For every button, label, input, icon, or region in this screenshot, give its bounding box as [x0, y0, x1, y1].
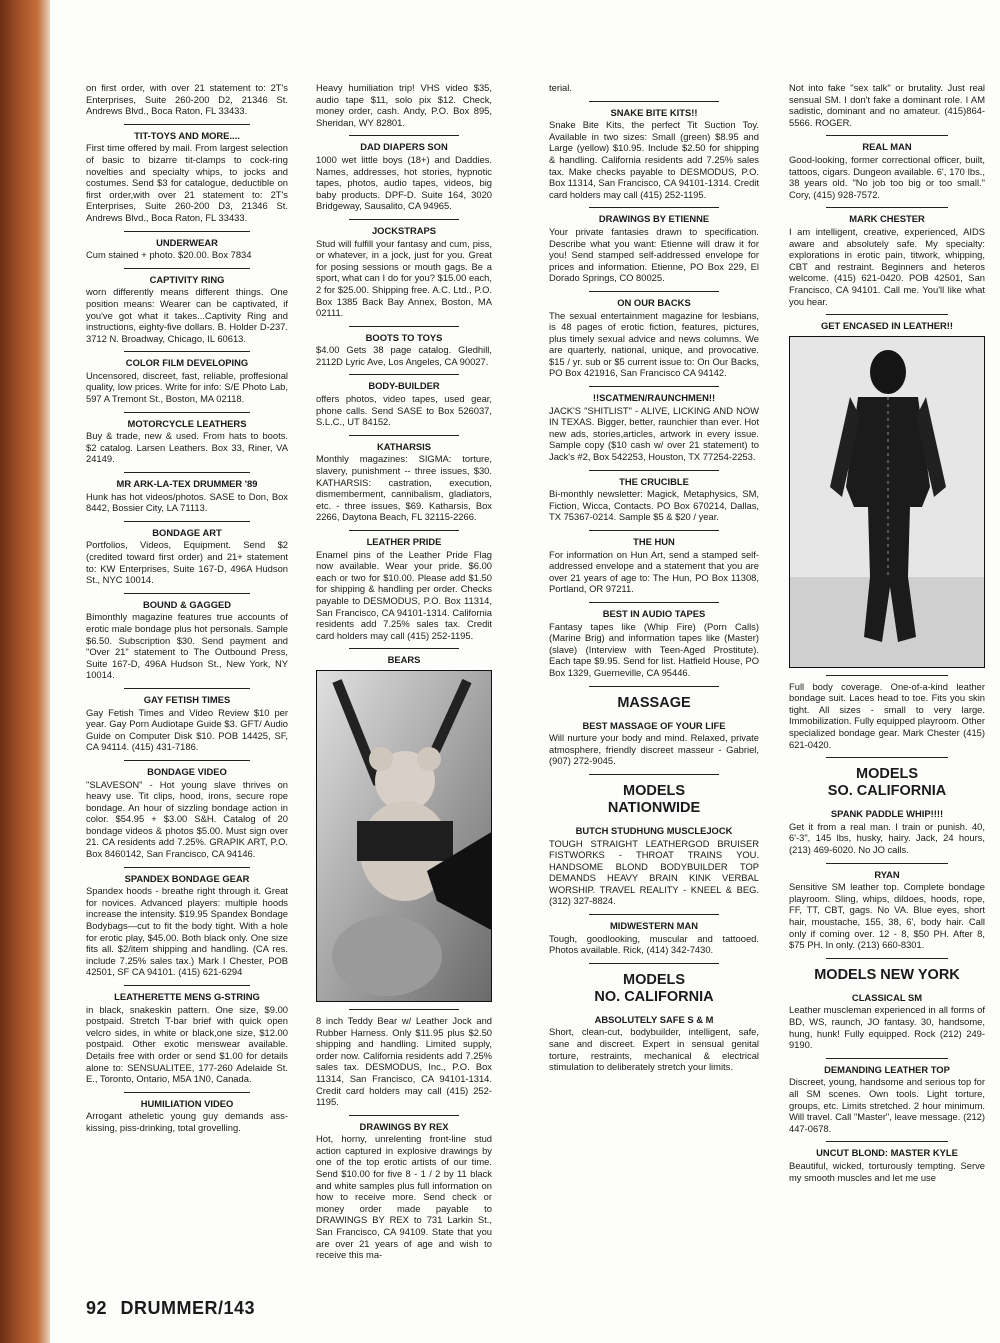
section-heading: MODELS NATIONWIDE: [607, 782, 701, 816]
ad-separator: [589, 101, 719, 102]
ad-body: Hot, horny, unrelenting front-line stud action captured in explosive drawings by one of the top erotic artists of our time. Send $10.00 for five 8 - 1 / 2 by 11 black and white samples plus full information on how to receive more. Send check or money order made payable to DRAWINGS BY REX to 731 Larkin St., San Francisco, CA 94109. State that you are over 21 years of age and wish to receive this ma-: [316, 1133, 492, 1261]
ad-body: Bimonthly magazine features true accounts of erotic male bondage plus hot personals. Sample $6.50. Subscription $30. Send payment and "Over 21" statement to The Outbound Press, Suite 167-D, 496A Hudson St., New York, NY 10014.: [86, 611, 288, 681]
column-4: [789, 82, 985, 1187]
ad-separator: [124, 351, 249, 352]
ad-body: I am intelligent, creative, experienced, AIDS aware and absolutely safe. My specialty: explorations in erotic pain, titwork, whipping, CBT and restraint. Beginners and heteros welcome. (415) 621-0420. POB 42501, San Francisco, CA 94101. Call me. You'll like what you hear.: [789, 225, 985, 307]
ad-title: LEATHER PRIDE: [366, 536, 442, 547]
ad-title: SNAKE BITE KITS!!: [610, 106, 698, 118]
column-2: [316, 82, 492, 1265]
ad-body: terial.: [549, 82, 572, 93]
ad-title: UNDERWEAR: [156, 236, 218, 248]
ad-separator: [124, 521, 249, 522]
classified-ad: [789, 1064, 985, 1135]
classified-ad: [549, 920, 759, 956]
ad-separator: [124, 1092, 249, 1093]
ad-separator: [124, 867, 249, 868]
ad-body: 1000 wet little boys (18+) and Daddies. Names, addresses, hot stories, hypnotic tapes, photos, audio tapes, videos, big baby products. DPF-D. Suite 164, 3020 Bridgeway, Sausalito, CA 94965.: [316, 153, 492, 212]
ad-title: BEARS: [387, 654, 421, 666]
ad-separator: [124, 412, 249, 413]
ad-separator: [349, 648, 458, 649]
ad-body: Your private fantasies drawn to specification. Describe what you want: Etienne will draw it for you! Send stamped self-addressed envelope for prices and information. Etienne, PO Box 229, El Dorado Springs, CO 80025.: [549, 225, 759, 284]
ad-separator: [349, 435, 458, 436]
ad-title: BOUND & GAGGED: [142, 598, 232, 610]
ad-body: Gay Fetish Times and Video Review $10 per year. Gay Porn Audiotape Guide $3. GFT/ Audio Guide on Computer Disk $10. POB 14425, SF, CA 94114. (415) 431-7186.: [86, 706, 288, 753]
ad-body: Arrogant atheletic young guy demands ass-kissing, piss-drinking, total grovelling.: [86, 1110, 288, 1133]
ad-separator: [826, 1141, 948, 1142]
classified-ad: [86, 766, 288, 860]
classified-ad: [316, 1015, 492, 1108]
ad-separator: [124, 985, 249, 986]
ad-title: ON OUR BACKS: [617, 296, 691, 308]
ad-title: BONDAGE ART: [152, 526, 222, 538]
ad-separator: [124, 688, 249, 689]
ad-body: Monthly magazines: SIGMA: torture, slavery, punishment -- three issues, $30. KATHARSIS: castration, execution, dismemberment, cannibalism, gladiators, etc. - three issues, $69. Katharsis, Box 2266, Daytona Beach, FL 32115-2266.: [316, 453, 492, 523]
ad-body: Bi-monthly newsletter: Magick, Metaphysics, SM, Fiction, Wicca, Contacts. PO Box 670214, Dallas, TX 75367-0214. Sample $5 & $20 / year.: [549, 488, 759, 523]
classified-ad: [789, 320, 985, 332]
ad-title: THE HUN: [633, 536, 675, 547]
ad-body: The sexual entertainment magazine for lesbians, is 48 pages of erotic fiction, features, pictures, plus timely sexual advice and news columns. We are quarterly, national, unique, and provocative. $15 / yr. sub or $5 current issue to: On Our Backs, PO Box 421916, San Francisco CA 94142.: [549, 309, 759, 379]
ad-title: CAPTIVITY RING: [149, 273, 225, 285]
page-footer: [86, 1298, 263, 1319]
column-1: [86, 82, 288, 1138]
classified-ad: [549, 297, 759, 379]
classified-ad: [86, 130, 288, 224]
section-heading: MODELS SO. CALIFORNIA: [827, 766, 947, 800]
ad-separator: [349, 135, 458, 136]
ad-body: $4.00 Gets 38 page catalog. Gledhill, 2112D Lyric Ave, Los Angeles, CA 90027.: [316, 344, 492, 367]
ad-separator: [826, 863, 948, 864]
ad-body: 8 inch Teddy Bear w/ Leather Jock and Rubber Harness. Only $11.95 plus $2.50 shipping and handling. Limited supply, order now. California residents add 7.25% sales tax. DESMODUS, Inc., P.O. Box 11314, San Francisco, CA 94101-1314. Credit card holders may call (415) 252-1195.: [316, 1014, 492, 1108]
ad-title: BEST IN AUDIO TAPES: [602, 607, 706, 619]
classified-ad: [86, 599, 288, 681]
ad-body: "SLAVESON" - Hot young slave thrives on heavy use. Tit clips, hood, irons, secure rope bondage. An hour of sizzling bondage action in color. $54.95 + $3.00 S&H. Catalog of 20 bondage videos & photos $5.00. Must sign over 21. CA residents add 7.25%. GRAPIK ART, P.O. Box 8460142, San Francisco, CA 94146.: [86, 778, 288, 860]
section-heading: MODELS NEW YORK: [814, 966, 960, 983]
ad-separator: [349, 530, 458, 531]
ad-separator: [826, 135, 948, 136]
ad-separator: [124, 231, 249, 232]
ad-body: worn differently means different things. One position means: Wearer can be captivated, if you've got what it takes...Captivity Ring and instructions, eighty-five dollars. B. Holder D-237. 3712 N. Broadway, Chicago, IL 60613.: [86, 286, 288, 344]
classified-ad: [316, 654, 492, 666]
ad-separator: [826, 314, 948, 315]
column-3: [549, 82, 759, 1077]
classified-ad: [789, 1147, 985, 1183]
ad-separator: [349, 1115, 458, 1116]
classified-ad: [316, 441, 492, 523]
ad-body: For information on Hun Art, send a stamped self-addressed envelope and a statement that you are over 21 years of age to: The Hun, PO Box 11308, Portland, OR 97211.: [549, 548, 759, 595]
classified-ad: [86, 694, 288, 753]
ad-separator: [124, 472, 249, 473]
classified-ad: [549, 1014, 759, 1073]
ad-title: BUTCH STUDHUNG MUSCLEJOCK: [575, 824, 733, 836]
classified-ad: [789, 141, 985, 200]
ad-body: Discreet, young, handsome and serious top for all SM scenes. Own tools. Light torture, groups, etc. Limits stretched. 2 hour minimum. Will travel. Call "Master", leave message. (212) 447-0678.: [789, 1076, 985, 1134]
classified-ad: [316, 82, 492, 128]
classified-ad: [86, 527, 288, 586]
ad-body: TOUGH STRAIGHT LEATHERGOD BRUISER FISTWORKS - THROAT TRAINS YOU. HANDSOME BLOND BODYBUILDER TOP DEMANDS HEAVY BRAIN KINK VERBAL WORSHIP. TRAVEL REALITY - KNEEL & BEG. (312) 327-8824.: [549, 837, 759, 907]
ad-title: LEATHERETTE MENS G-STRING: [114, 991, 260, 1002]
classified-ad: [86, 237, 288, 261]
ad-body: Heavy humiliation trip! VHS video $35, audio tape $11, solo pix $12. Check, money order, cash. Andy, P.O. Box 895, Sheridan, WY 82801.: [316, 82, 492, 128]
ad-title: ABSOLUTELY SAFE S & M: [594, 1013, 714, 1025]
ad-separator: [124, 268, 249, 269]
classified-ad: [86, 991, 288, 1085]
section-separator: [589, 963, 719, 964]
classified-ad: [549, 608, 759, 679]
ad-body: Cum stained + photo. $20.00. Box 7834: [86, 249, 252, 261]
ad-title: DRAWINGS BY REX: [359, 1120, 449, 1132]
classified-ad: [549, 476, 759, 523]
classified-ad: [86, 418, 288, 465]
ad-title: CLASSICAL SM: [851, 991, 923, 1003]
ad-separator: [124, 124, 249, 125]
ad-body: Portfolios, Videos, Equipment. Send $2 (credited toward first order) and 21+ statement to: KW Enterprises, Suite 167-D, 496A Hudson St., NYC 10014.: [86, 539, 288, 586]
ad-title: GET ENCASED IN LEATHER!!: [820, 320, 954, 332]
classified-ad: [789, 808, 985, 855]
section-heading: MASSAGE: [617, 694, 691, 711]
ad-body: Short, clean-cut, bodybuilder, intelligent, safe, sane and discreet. Expert in sensual genital torture, restraints, mechanical & electrical stimulation to deliberately stretch your limits.: [549, 1026, 759, 1073]
classified-ad: [549, 825, 759, 907]
ad-body: Good-looking, former correctional officer, built, tattoos, cigars. Dungeon available. 6', 170 lbs., 38 years old. "No job too big or too small." Cory, (415) 928-7572.: [789, 153, 985, 200]
section-separator: [826, 757, 948, 758]
ad-separator: [349, 1009, 458, 1010]
ad-title: DAD DIAPERS SON: [360, 141, 448, 153]
ad-title: MIDWESTERN MAN: [609, 920, 698, 932]
classified-ad: [86, 274, 288, 345]
ad-separator: [124, 760, 249, 761]
ad-title: SPANDEX BONDAGE GEAR: [124, 872, 250, 884]
ad-body: Snake Bite Kits, the perfect Tit Suction Toy. Available in two sizes: Small (green) $8.95 and Large (yellow) $10.95. Include $2.50 for shipping & handling. California residents add 7.25% sales tax. Make checks payable to DESMODUS, P.O. Box 11314, San Francisco, CA 94101-1314. Credit card holders may call (415) 252-1195.: [549, 119, 759, 200]
ad-title: HUMILIATION VIDEO: [140, 1097, 234, 1109]
ad-title: SPANK PADDLE WHIP!!!!: [830, 808, 944, 820]
ad-body: Spandex hoods - breathe right through it. Great for novices. Advanced players: multiple hoods increase the intensity. $19.95 Spandex Bondage Bodybags—cut to fit the body tight. With a hole for erotic play, $45.00. Both black only. One size fits all. $2/item shipping and handling. (CA res. include 7.25% sales tax.) Mark I Chester, POB 42501, SF CA 94101. (415) 621-6294: [86, 885, 288, 978]
ad-title: MOTORCYCLE LEATHERS: [127, 417, 247, 429]
classified-ad: [86, 1098, 288, 1134]
ad-body: First time offered by mail. From largest selection of basic to bizarre tit-clamps to cock-ring novelties and specialty whips, to jocks and costumes. Send $3 for catalogue, deductible on first order,with over 21 statement to: 2T's Enterprises, Suite 260-200 D3, 21346 St. Andrews Blvd., Boca Raton, FL 33433.: [86, 142, 288, 223]
ad-title: UNCUT BLOND: MASTER KYLE: [816, 1147, 958, 1159]
classified-ad: [86, 357, 288, 404]
classified-ad: [789, 213, 985, 307]
section-separator: [589, 686, 719, 687]
ad-body: in black, snakeskin pattern. One size, $9.00 postpaid. Stretch T-bar brief with quick open velcro sides, in white or black,one size, $12.00 postpaid. Other exotic menswear available. Details free with order or send $1.00 for details alone to: SENSUALITEE, 177-260 Adelaide St. E., Toronto, Ontario, M5A 1N0, Canada.: [86, 1003, 288, 1085]
ad-title: BODY-BUILDER: [368, 380, 440, 392]
ad-separator: [589, 530, 719, 531]
ad-body: Full body coverage. One-of-a-kind leather bondage suit. Laces head to toe. Fits you skin tight. All sizes - small to very large. Immobilization. Fully equipped playroom. Other specialized bondage gear. Mark Chester (415) 621-0420.: [789, 680, 985, 750]
ad-title: RYAN: [874, 868, 900, 880]
ad-title: BONDAGE VIDEO: [147, 765, 227, 777]
ad-body: Enamel pins of the Leather Pride Flag now available. Wear your pride. $6.00 each or two for $10.00. Please add $1.50 for shipping & handling per order. Checks payable to DESMODUS, P.O. Box 11314, San Francisco, CA 94101-1314. California residents add 7.25% sales tax. Credit card holders may call (415) 252-1195.: [316, 548, 492, 641]
ad-body: JACK'S "SHITLIST" - ALIVE, LICKING AND NOW IN TEXAS. Bigger, better, raunchier than ever. Hot new ads, stories,articles, artwork in every issue. Sample copy ($10 cash w/ over 21 statement) to Jack's #2, Box 542253, Houston, TX 77254-2253.: [549, 404, 759, 463]
ad-body: Stud will fulfill your fantasy and cum, piss, or whatever, in a jock, just for you. Great for posing sessions or mouth gags. Be a sport, what can I do for you? $15.00 each, 2 for $25.00. Shipping free. A.C. Ltd., P.O. Box 1385 Back Bay Annex, Boston, MA 02111.: [316, 237, 492, 319]
ad-separator: [589, 470, 719, 471]
ad-title: COLOR FILM DEVELOPING: [125, 357, 249, 369]
ad-body: Tough, goodlooking, muscular and tattooed. Photos available. Rick, (414) 342-7430.: [549, 932, 759, 956]
classified-ad: [549, 536, 759, 595]
section-separator: [589, 774, 719, 775]
ad-body: Hunk has hot videos/photos. SASE to Don, Box 8442, Bossier City, LA 71113.: [86, 490, 288, 514]
teddy-bear-photo: [316, 670, 492, 1002]
ad-title: DEMANDING LEATHER TOP: [824, 1063, 950, 1075]
ad-title: !!SCATMEN/RAUNCHMEN!!: [592, 392, 716, 404]
classified-ad: [316, 332, 492, 368]
leather-suit-photo: [789, 336, 985, 668]
classified-ad: [549, 392, 759, 463]
ad-body: offers photos, video tapes, used gear, phone calls. Send SASE to Box 526037, S.L.C., UT 84152.: [316, 393, 492, 428]
ad-title: THE CRUCIBLE: [619, 475, 689, 487]
classified-ad: [86, 82, 288, 117]
ad-separator: [124, 593, 249, 594]
magazine-spine: [0, 0, 50, 1343]
ad-title: MR ARK-LA-TEX DRUMMER '89: [116, 478, 258, 490]
ad-separator: [826, 675, 948, 676]
ad-separator: [589, 291, 719, 292]
classified-ad: [549, 82, 759, 94]
classified-ad: [549, 213, 759, 284]
ad-separator: [349, 219, 458, 220]
ad-title: DRAWINGS BY ETIENNE: [598, 213, 710, 225]
page-number: 92: [86, 1298, 108, 1318]
ad-title: MARK CHESTER: [849, 213, 925, 225]
classified-ad: [789, 82, 985, 128]
ad-body: Leather muscleman experienced in all forms of BD, WS, raunch, JO fantasy. 30, handsome, hung, hunk! Fully equipped. Rock (212) 249-9190.: [789, 1004, 985, 1051]
classified-ad: [789, 681, 985, 751]
ad-separator: [826, 1058, 948, 1059]
ad-title: JOCKSTRAPS: [371, 224, 437, 236]
ad-title: REAL MAN: [862, 141, 912, 153]
ad-separator: [589, 386, 719, 387]
ad-body: Sensitive SM leather top. Complete bondage playroom. Sling, whips, dildoes, hoods, rope, FF, TT, CBT, gags. No VA. Blue eyes, short hair, moustache, 155, 38, 6', body hair. Call only if coming over. 12 - 8, $50 PH. After 8, $75 PH. In only. (213) 660-8301.: [789, 881, 985, 951]
ad-body: Uncensored, discreet, fast, reliable, proffesional quality, low prices. Write for info: S/E Photo Lab, 597 A Tremont St., Boston, MA 02118.: [86, 369, 288, 405]
ad-title: TIT-TOYS AND MORE....: [134, 129, 240, 141]
classified-ad: [316, 380, 492, 427]
classified-ad: [316, 141, 492, 212]
classified-ad: [86, 873, 288, 978]
classified-ad: [316, 1121, 492, 1261]
classified-ad: [316, 225, 492, 319]
ad-body: Not into fake "sex talk" or brutality. Just real sensual SM. I don't fake a dominant role. I AM sadistic, dominant and no amateur. (415)864-5566. ROGER.: [789, 82, 985, 128]
ad-body: on first order, with over 21 statement to: 2T's Enterprises, Suite 260-200 D2, 21346 St. Andrews Blvd., Boca Raton, FL 33433.: [86, 82, 288, 117]
ad-separator: [589, 602, 719, 603]
classified-ad: [789, 992, 985, 1051]
ad-title: KATHARSIS: [377, 440, 431, 452]
classified-ad: [549, 107, 759, 201]
ad-separator: [349, 326, 458, 327]
magazine-title: DRUMMER/143: [120, 1298, 256, 1318]
section-heading: MODELS NO. CALIFORNIA: [594, 971, 714, 1005]
classified-ad: [549, 720, 759, 767]
ad-title: BEST MASSAGE OF YOUR LIFE: [582, 719, 726, 731]
ad-title: BOOTS TO TOYS: [365, 331, 443, 343]
ad-body: Fantasy tapes like (Whip Fire) (Porn Calls) (Marine Brig) and information tapes like (Master) (slave) (Interview with Teen-Aged Prostitute). Each tape $9.95. Send for list. Hatfield House, PO Box 1329, Guerneville, CA 95446.: [549, 620, 759, 678]
classified-ad: [86, 478, 288, 514]
classified-ad: [316, 536, 492, 641]
ad-body: Get it from a real man. I train or punish. 40, 6'-3", 145 lbs, husky, hairy. Jack, 24 hours, (213) 469-6020. No JO calls.: [789, 820, 985, 856]
ad-separator: [826, 207, 948, 208]
ad-title: GAY FETISH TIMES: [143, 693, 231, 705]
ad-separator: [589, 914, 719, 915]
classified-ad: [789, 869, 985, 951]
section-separator: [826, 958, 948, 959]
ad-separator: [349, 374, 458, 375]
ad-body: Will nurture your body and mind. Relaxed, private atmosphere, friendly discreet masseur - Gabriel, (907) 272-9045.: [549, 732, 759, 767]
ad-body: Buy & trade, new & used. From hats to boots. $2 catalog. Larsen Leathers. Box 33, Riner, VA 24149.: [86, 430, 288, 465]
ad-body: Beautiful, wicked, torturously tempting. Serve my smooth muscles and let me use: [789, 1159, 985, 1183]
ad-separator: [589, 207, 719, 208]
